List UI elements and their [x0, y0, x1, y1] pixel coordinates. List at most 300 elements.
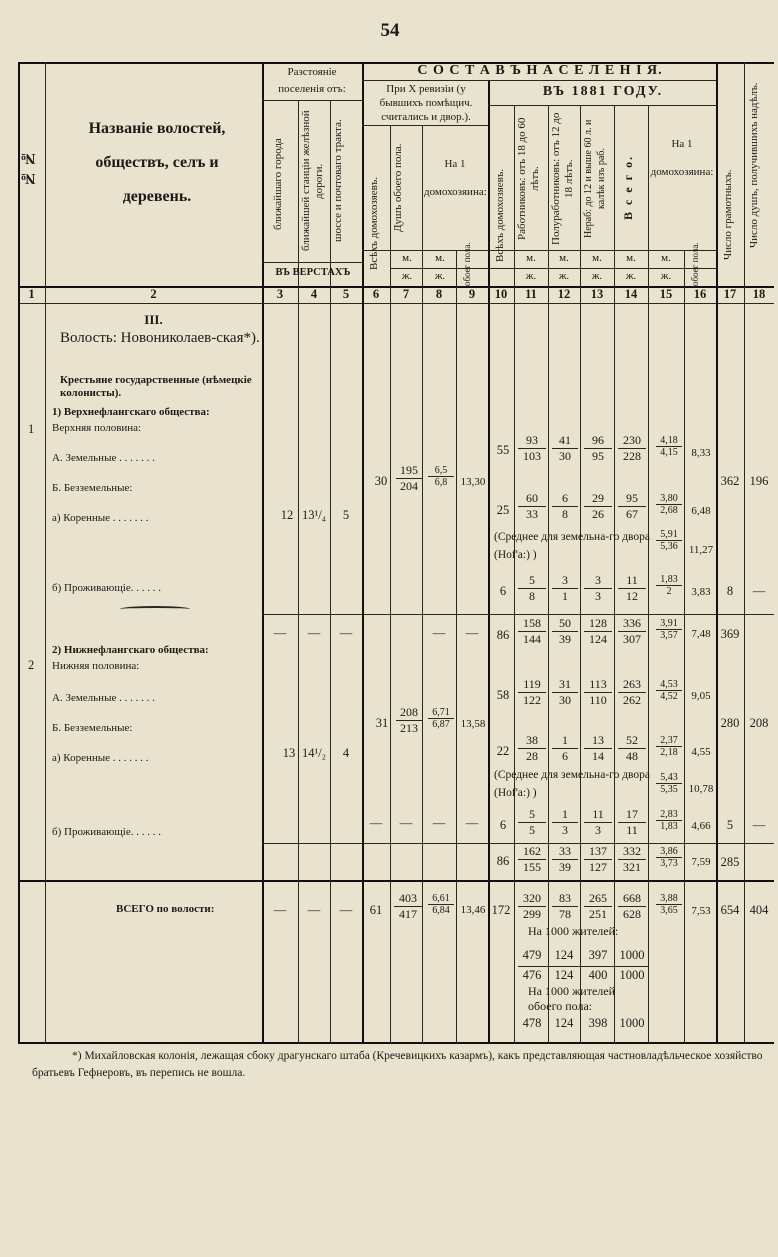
colnum: 11	[525, 287, 537, 301]
soc2-dist: 14¹/₂	[301, 746, 327, 760]
frac	[518, 491, 546, 522]
col-rule	[422, 125, 423, 1042]
cell: 2,83	[656, 809, 682, 821]
cell: 3	[595, 589, 601, 603]
col-rule	[514, 105, 515, 1042]
cell: 5,36	[660, 541, 678, 552]
cell: 3,88	[656, 893, 682, 905]
frac	[584, 616, 612, 647]
soc2-alloc: 208	[749, 716, 769, 730]
colnum: 14	[624, 287, 638, 301]
header-zh: ж.	[401, 270, 413, 282]
colnum: 3	[276, 287, 284, 301]
cell: 93	[518, 433, 546, 449]
frac	[618, 616, 646, 647]
cell: 404	[749, 903, 769, 917]
cell: 38	[518, 733, 546, 749]
dash: —	[307, 626, 321, 640]
frac	[518, 891, 546, 922]
cell: 262	[623, 693, 641, 707]
cell: 95	[592, 449, 604, 463]
cell: 1000	[619, 968, 645, 982]
cell: 3	[562, 823, 568, 837]
cell: 8	[562, 507, 568, 521]
cell: 30	[559, 693, 571, 707]
frac	[618, 573, 646, 604]
header-rev-households: Всѣхъ домохозяевъ.	[368, 176, 380, 270]
cell: 124	[554, 1016, 574, 1030]
cell: 8,33	[691, 447, 711, 459]
cell: 13,46	[460, 904, 486, 916]
frac	[656, 893, 682, 916]
soc1-bb: б) Проживающіе. . . . . .	[52, 582, 161, 594]
cell: 6,61	[428, 893, 454, 905]
cell: 96	[584, 433, 612, 449]
dash: —	[273, 626, 287, 640]
cell: 17	[618, 807, 646, 823]
header-d1: ближайшаго города	[272, 138, 284, 230]
cell: 155	[523, 860, 541, 874]
col-rule	[456, 250, 457, 1042]
frac	[518, 733, 546, 764]
soc2-rev: 31	[375, 716, 389, 730]
cell: 14	[592, 749, 604, 763]
soc1-num: 1	[28, 422, 35, 436]
soc2-ba: а) Коренные . . . . . . .	[52, 752, 149, 764]
col-rule	[262, 62, 264, 1042]
frac	[552, 733, 578, 764]
soc2-b: Б. Безземельные:	[52, 722, 133, 734]
soc1-alloc: 196	[749, 474, 769, 488]
cell: 321	[623, 860, 641, 874]
cell: 479	[522, 948, 542, 962]
soc2-literate: 280	[720, 716, 740, 730]
frac	[394, 891, 422, 922]
cell: 7,53	[691, 905, 711, 917]
header-m: м.	[559, 252, 569, 264]
frac	[618, 891, 646, 922]
cell: 86	[496, 628, 510, 642]
cell: 113	[584, 677, 612, 693]
dash: —	[369, 816, 383, 830]
soc1-a: А. Земельные . . . . . . .	[52, 452, 155, 464]
cell: 1000	[619, 948, 645, 962]
cell: 58	[496, 688, 510, 702]
cell: 5	[518, 807, 546, 823]
dash: —	[339, 626, 353, 640]
dash: —	[399, 816, 413, 830]
cell: 332	[618, 844, 646, 860]
colnum: 2	[150, 287, 157, 301]
cell: 307	[623, 632, 641, 646]
colnum: 13	[590, 287, 604, 301]
col-rule	[298, 100, 299, 1042]
frac	[618, 807, 646, 838]
header-m: м.	[402, 252, 412, 264]
cell: 11	[584, 807, 612, 823]
row-rule	[518, 966, 648, 967]
dash: —	[465, 626, 479, 640]
frac	[584, 433, 612, 464]
frac	[618, 733, 646, 764]
frac	[552, 491, 578, 522]
soc2-num: 2	[28, 658, 35, 672]
col-rule	[362, 62, 364, 1042]
frac	[552, 844, 578, 875]
soc1-half: Верхняя половина:	[52, 422, 142, 434]
col-rule	[488, 80, 490, 1042]
colnum: 6	[372, 287, 380, 301]
left-rule	[18, 62, 20, 1042]
cell: 48	[626, 749, 638, 763]
cell: 41	[552, 433, 578, 449]
colnum: 10	[494, 287, 508, 301]
frac	[584, 891, 612, 922]
cell: 4,66	[691, 820, 711, 832]
header-distance: Разстояніе поселенія отъ:	[278, 66, 346, 95]
colnum: 8	[435, 287, 443, 301]
frac	[656, 846, 682, 869]
footnote: *) Михайловская колонія, лежащая сбоку драгунскаго штаба (Кречевицкихъ казармъ), какъ представляющая частновладѣльческое хозяйство братьевъ Гефнеровъ, въ перепись не вошла.	[32, 1050, 763, 1079]
header-year: ВЪ 1881 ГОДУ.	[542, 84, 664, 99]
cell: 263	[618, 677, 646, 693]
cell: 5,43	[656, 772, 682, 784]
header-rule	[362, 125, 488, 126]
header-rule	[390, 268, 716, 269]
cell: 4,18	[656, 435, 682, 447]
cell: 11	[618, 573, 646, 589]
cell: 6,8	[434, 477, 448, 488]
cell: 3	[552, 573, 578, 589]
frac	[518, 616, 546, 647]
colnum-rule	[18, 303, 774, 304]
cell: 52	[618, 733, 646, 749]
cell: 144	[523, 632, 541, 646]
cell: 8	[726, 584, 734, 598]
frac	[552, 807, 578, 838]
frac	[584, 677, 612, 708]
cell: —	[752, 818, 766, 832]
cell: 3,57	[660, 630, 678, 641]
cell: 124	[554, 948, 574, 962]
header-rev: При X ревизіи (у бывшихъ помѣщич. считались и двор.).	[379, 83, 473, 123]
cell: 60	[518, 491, 546, 507]
cell: 285	[720, 855, 740, 869]
soc2-rev-both: 13,58	[460, 718, 486, 730]
frac	[584, 807, 612, 838]
per1000-label: На 1000 жителей:	[528, 924, 619, 938]
cell: 86	[496, 854, 510, 868]
cell: —	[752, 584, 766, 598]
cell: 124	[554, 968, 574, 982]
header-d2: ближайшей станціи желѣзной дороги.	[300, 110, 325, 252]
frac	[518, 807, 546, 838]
cell: 403	[394, 891, 422, 907]
dash: —	[339, 903, 353, 917]
header-both: обоег пола.	[462, 242, 472, 286]
header-zh: ж.	[660, 270, 672, 282]
cell: 78	[559, 907, 571, 921]
soc2-avg: (Среднее для земельна-го двора (Hof'a:) )	[494, 769, 651, 799]
cell: 10,78	[688, 783, 714, 795]
cell: 369	[720, 627, 740, 641]
header-m: м.	[661, 252, 671, 264]
soc2-rev-per	[428, 707, 454, 730]
frac	[552, 677, 578, 708]
cell: 478	[522, 1016, 542, 1030]
frac	[656, 735, 682, 758]
cell: 4,15	[660, 447, 678, 458]
cell: 3,80	[656, 493, 682, 505]
cell: 33	[526, 507, 538, 521]
cell: 204	[400, 479, 418, 493]
cell: 33	[552, 844, 578, 860]
cell: 6,87	[432, 719, 450, 730]
colnum: 9	[468, 287, 476, 301]
frac	[656, 679, 682, 702]
cell: 397	[588, 948, 608, 962]
cell: 13	[584, 733, 612, 749]
frac	[552, 573, 578, 604]
header-rule	[362, 80, 716, 81]
page-number: 54	[380, 20, 400, 41]
header-rule	[488, 105, 716, 106]
cell: 11,27	[688, 544, 714, 556]
table-bottom-rule	[18, 1042, 774, 1044]
col-rule	[684, 250, 685, 1042]
soc1-rev-per	[428, 465, 454, 488]
cell: 195	[396, 463, 422, 479]
cell: 6	[552, 491, 578, 507]
header-nn: № №	[20, 150, 36, 186]
cell: 158	[518, 616, 546, 632]
cell: 251	[589, 907, 607, 921]
cell: 213	[400, 721, 418, 735]
col-rule	[744, 62, 745, 1042]
cell: 3,83	[691, 586, 711, 598]
header-rev-souls: Душъ обоего пола.	[392, 143, 404, 233]
cell: 3,86	[656, 846, 682, 858]
cell: 162	[518, 844, 546, 860]
cell: 230	[618, 433, 646, 449]
cell: 2,68	[660, 505, 678, 516]
cell: 11	[626, 823, 638, 837]
header-rule	[262, 100, 362, 101]
cell: 4,53	[656, 679, 682, 691]
cell: 6	[499, 818, 507, 832]
cell: 6	[562, 749, 568, 763]
cell: 5	[518, 573, 546, 589]
frac	[552, 616, 578, 647]
cell: 1000	[619, 1016, 645, 1030]
soc1-a-hh: 55	[496, 443, 510, 457]
cell: 3,73	[660, 858, 678, 869]
colnum: 16	[693, 287, 707, 301]
header-rev-per: На 1 домохозяина:	[424, 158, 487, 198]
cell: 67	[626, 507, 638, 521]
soc1-rev: 30	[374, 474, 388, 488]
colnum: 4	[310, 287, 318, 301]
dash: —	[307, 903, 321, 917]
cell: 110	[589, 693, 607, 707]
frac	[618, 844, 646, 875]
cell: 668	[618, 891, 646, 907]
cell: 8	[529, 589, 535, 603]
col-rule	[716, 62, 718, 1042]
cell: 5,35	[660, 784, 678, 795]
frac	[584, 573, 612, 604]
cell: 4,55	[691, 746, 711, 758]
cell: 2	[666, 586, 672, 597]
colnum: 5	[342, 287, 350, 301]
soc1-ba: а) Коренные . . . . . . .	[52, 512, 149, 524]
row-rule	[262, 614, 774, 615]
cell: 398	[588, 1016, 608, 1030]
frac	[618, 491, 646, 522]
cell: 7,48	[691, 628, 711, 640]
cell: 3	[584, 573, 612, 589]
col-rule	[45, 62, 46, 1042]
cell: 5	[529, 823, 535, 837]
row-rule	[18, 880, 774, 882]
col-rule	[580, 105, 581, 1042]
cell: 299	[523, 907, 541, 921]
volost-roman: III.	[144, 312, 163, 327]
soc2-half: Нижняя половина:	[52, 660, 140, 672]
cell: 83	[552, 891, 578, 907]
frac	[656, 809, 682, 832]
cell: 3,65	[660, 905, 678, 916]
volost-sub: Крестьяне государственные (нѣмецкіе колонисты).	[60, 374, 252, 399]
cell: 476	[522, 968, 542, 982]
cell: 39	[559, 860, 571, 874]
cell: 336	[618, 616, 646, 632]
frac	[518, 677, 546, 708]
colnum: 12	[557, 287, 571, 301]
cell: 3	[595, 823, 601, 837]
frac	[552, 433, 578, 464]
header-zh: ж.	[625, 270, 637, 282]
header-in-versts: ВЪ ВЕРСТАХЪ	[275, 267, 351, 278]
col-rule	[548, 105, 549, 1042]
dash: —	[432, 816, 446, 830]
cell: 31	[552, 677, 578, 693]
header-souls-alloc: Число душъ, получившихъ надѣлъ.	[748, 82, 760, 248]
header-m: м.	[435, 252, 445, 264]
col-rule	[648, 105, 649, 1042]
header-both: обоег пола.	[690, 242, 700, 286]
cell: 6,71	[428, 707, 454, 719]
header-sostav: С О С Т А В Ъ Н А С Е Л Е Н І Я.	[417, 63, 663, 78]
cell: 1	[562, 589, 568, 603]
frac	[656, 493, 682, 516]
soc2-title: 2) Нижнефлангскаго общества:	[52, 644, 209, 656]
frac	[656, 618, 682, 641]
soc2-dist: 13	[282, 746, 296, 760]
soc2-rev-frac	[396, 705, 422, 736]
dash: —	[273, 903, 287, 917]
cell: 1	[552, 807, 578, 823]
cell: 6,84	[432, 905, 450, 916]
frac	[656, 574, 682, 597]
cell: 122	[523, 693, 541, 707]
cell: 30	[559, 449, 571, 463]
separator-ornament	[120, 606, 190, 612]
header-m: м.	[592, 252, 602, 264]
col-rule	[330, 100, 331, 1042]
cell: 5,91	[656, 529, 682, 541]
cell: 1,83	[656, 574, 682, 586]
frac	[584, 733, 612, 764]
cell: 2,18	[660, 747, 678, 758]
cell: 7,59	[691, 856, 711, 868]
cell: 265	[584, 891, 612, 907]
soc1-rev-both: 13,30	[460, 476, 486, 488]
cell: 127	[589, 860, 607, 874]
cell: 2,37	[656, 735, 682, 747]
cell: 9,05	[691, 690, 711, 702]
header-m: м.	[526, 252, 536, 264]
cell: 26	[592, 507, 604, 521]
header-rule	[362, 250, 716, 251]
soc1-rev-frac	[396, 463, 422, 494]
cell: 228	[623, 449, 641, 463]
soc1-avg: (Среднее для земельна-го двора (Hof'a:) )	[494, 531, 651, 561]
soc2-a: А. Земельные . . . . . . .	[52, 692, 155, 704]
dash: —	[432, 626, 446, 640]
total-label: ВСЕГО по волости:	[116, 903, 215, 915]
soc2-dist: 4	[342, 746, 350, 760]
soc1-dist: 13¹/₄	[301, 508, 327, 522]
colnum: 17	[723, 287, 737, 301]
cell: 22	[496, 744, 510, 758]
header-zh: ж.	[525, 270, 537, 282]
soc1-dist: 5	[342, 508, 350, 522]
cell: 628	[623, 907, 641, 921]
col-rule	[614, 105, 615, 1042]
frac	[656, 529, 682, 552]
header-m: м.	[626, 252, 636, 264]
header-literate: Число грамотныхъ.	[722, 169, 734, 260]
cell: 29	[584, 491, 612, 507]
frac	[518, 433, 546, 464]
per1000both-label: На 1000 жителей обоего пола:	[528, 984, 616, 1013]
col-rule	[390, 125, 391, 1042]
cell: 3,91	[656, 618, 682, 630]
cell: 61	[369, 903, 383, 917]
cell: 400	[588, 968, 608, 982]
colnum: 18	[752, 287, 766, 301]
frac	[518, 573, 546, 604]
cell: 1	[552, 733, 578, 749]
header-name: Названіе волостей, обществъ, селъ и деревень.	[88, 120, 226, 205]
frac	[428, 893, 454, 916]
header-y-workers: Работниковъ: отъ 18 до 60 лѣтъ.	[516, 117, 541, 241]
cell: 6,48	[691, 505, 711, 517]
header-zh: ж.	[558, 270, 570, 282]
soc1-dist: 12	[280, 508, 294, 522]
soc1-b: Б. Безземельные:	[52, 482, 133, 494]
cell: 417	[399, 907, 417, 921]
cell: 12	[626, 589, 638, 603]
colnum: 1	[28, 287, 35, 301]
volost-title: Волость: Новониколаев-ская*).	[60, 330, 260, 346]
soc1-title: 1) Верхнефлангскаго общества:	[52, 406, 210, 418]
cell: 137	[584, 844, 612, 860]
cell: 172	[491, 903, 511, 917]
cell: 50	[552, 616, 578, 632]
frac	[552, 891, 578, 922]
